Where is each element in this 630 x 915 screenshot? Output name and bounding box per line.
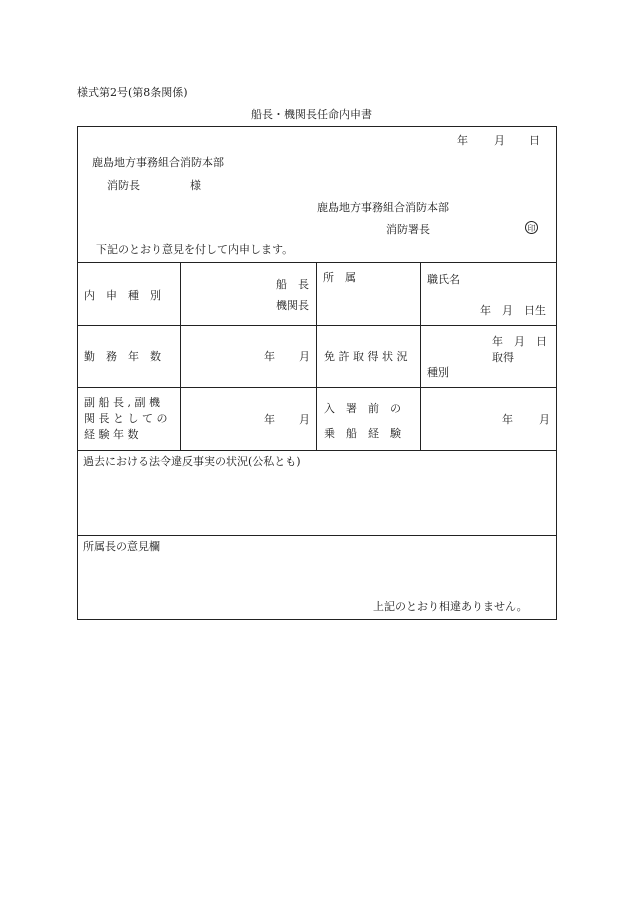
affiliation-label: 所 属	[323, 271, 356, 284]
form-title: 船長・機関長任命内申書	[251, 108, 372, 121]
date-year: 年	[457, 134, 468, 147]
date-day: 日	[529, 134, 540, 147]
option-chief-engineer: 機関長	[276, 299, 309, 312]
service-year: 年	[264, 350, 275, 363]
sender-title: 消防署長	[386, 223, 430, 236]
vice-experience-label-line3: 経 験 年 数	[84, 428, 139, 441]
divider-violation	[77, 535, 557, 536]
addressee-title: 消防長	[107, 179, 140, 192]
column-divider-2	[316, 262, 317, 450]
license-status-label: 免 許 取 得 状 況	[324, 350, 408, 363]
license-acquired: 取得	[492, 351, 514, 364]
violation-history-label: 過去における法令違反事実の状況(公私とも)	[83, 455, 301, 468]
pre-employment-label-line1: 入 署 前 の	[324, 402, 401, 415]
pre-employment-label-line2: 乗 船 経 験	[324, 427, 401, 440]
confirmation-text: 上記のとおり相違ありません。	[373, 600, 528, 613]
vice-experience-month: 月	[299, 413, 310, 426]
pre-employment-year: 年	[502, 413, 513, 426]
birth-date-label: 年 月 日生	[480, 304, 546, 317]
years-of-service-label: 勤 務 年 数	[84, 350, 161, 363]
seal-mark: 印	[525, 221, 538, 234]
addressee-honorific: 様	[190, 179, 201, 192]
divider-header-section	[77, 262, 557, 263]
license-type-label: 種別	[427, 366, 449, 379]
form-number: 様式第2号(第8条関係)	[77, 86, 188, 99]
vice-experience-year: 年	[264, 413, 275, 426]
divider-row1	[77, 325, 557, 326]
vice-experience-label-line2: 関 長 と し て の	[84, 412, 168, 425]
application-type-label: 内 申 種 別	[84, 289, 161, 302]
divider-row3	[77, 450, 557, 451]
license-date: 年 月 日	[492, 335, 547, 348]
option-captain: 船 長	[276, 278, 309, 291]
intro-text: 下記のとおり意見を付して内申します。	[96, 243, 294, 256]
addressee-org: 鹿島地方事務組合消防本部	[92, 156, 224, 169]
date-month: 月	[494, 134, 505, 147]
service-month: 月	[299, 350, 310, 363]
position-name-label: 職氏名	[427, 273, 460, 286]
column-divider-3	[420, 262, 421, 450]
pre-employment-month: 月	[539, 413, 550, 426]
vice-experience-label-line1: 副 船 長 , 副 機	[84, 396, 160, 409]
column-divider-1	[180, 262, 181, 450]
supervisor-opinion-label: 所属長の意見欄	[83, 540, 160, 553]
divider-row2	[77, 387, 557, 388]
sender-org: 鹿島地方事務組合消防本部	[317, 201, 449, 214]
